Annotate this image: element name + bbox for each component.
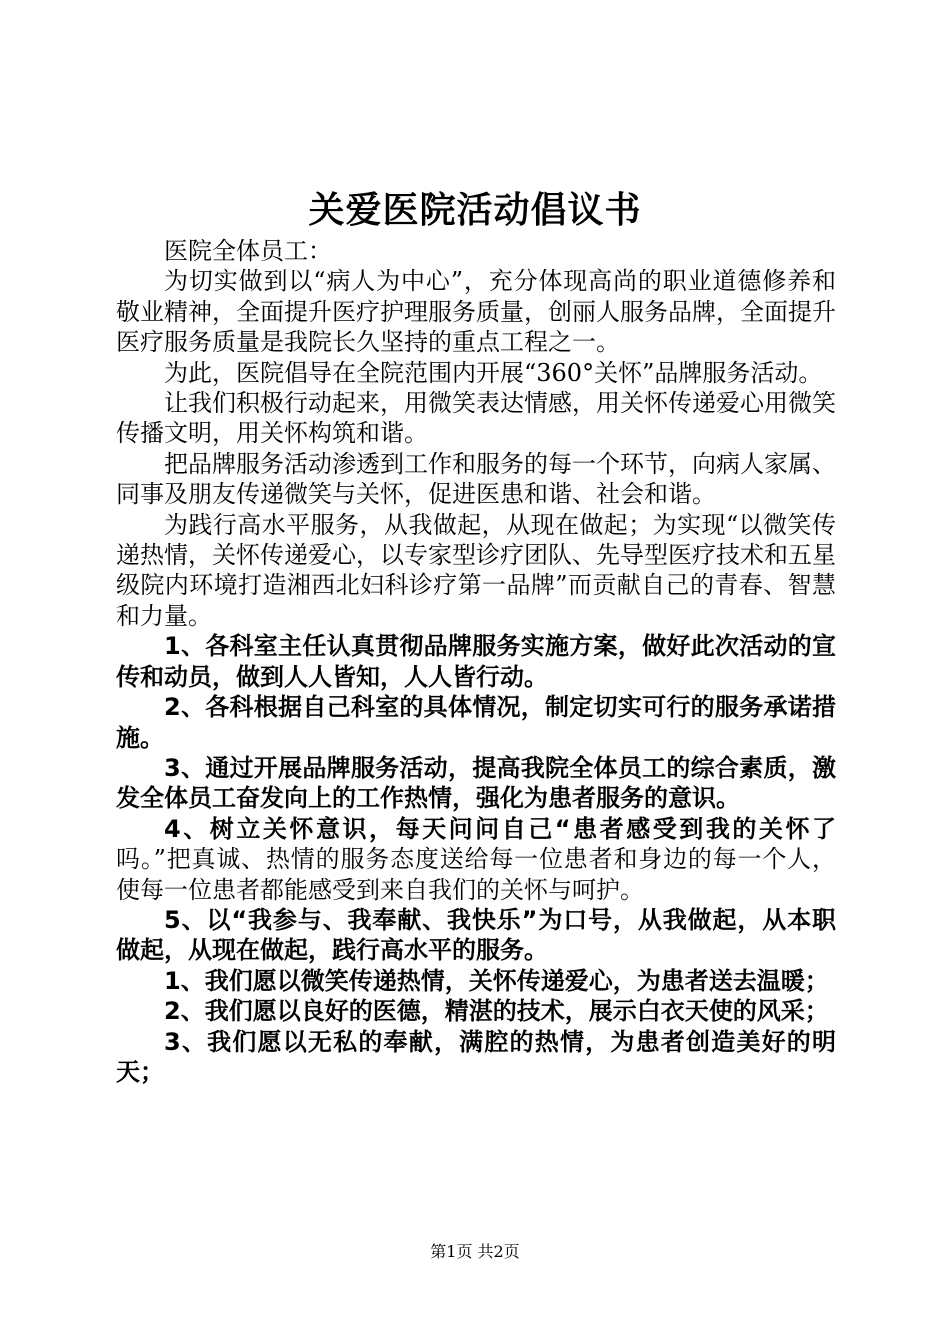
- paragraph-3: 让我们积极行动起来，用微笑表达情感，用关怀传递爱心用微笑传播文明，用关怀构筑和谐。: [116, 389, 836, 448]
- paragraph-4: 把品牌服务活动渗透到工作和服务的每一个环节，向病人家属、同事及朋友传递微笑与关怀，促进医患和谐、社会和谐。: [116, 449, 836, 509]
- salutation: 医院全体员工：: [164, 237, 332, 265]
- measure-4-rest: 吗。”把真诚、热情的服务态度送给每一位患者和身边的每一个人，使每一位患者都能感受到来自我们的关怀与呵护。: [116, 845, 836, 904]
- paragraph-1: 为切实做到以“病人为中心”，充分体现高尚的职业道德修养和敬业精神，全面提升医疗护理服务质量，创丽人服务品牌，全面提升医疗服务质量是我院长久坚持的重点工程之一。: [116, 267, 836, 357]
- pledge-2: 2、我们愿以良好的医德，精湛的技术，展示白衣天使的风采；: [164, 997, 829, 1026]
- measure-4-emphasis: 4、树立关怀意识，每天问问自己“患者感受到我的关怀了: [164, 814, 836, 843]
- measure-4: [116, 814, 836, 905]
- paragraph-5: 为践行高水平服务，从我做起，从现在做起；为实现“以微笑传递热情，关怀传递爱心，以专家型诊疗团队、先导型医疗技术和五星级院内环境打造湘西北妇科诊疗第一品牌”而贡献自己的青春、智慧和力量。: [116, 510, 836, 630]
- pledge-3: 3、我们愿以无私的奉献，满腔的热情，为患者创造美好的明天；: [116, 1027, 836, 1086]
- measure-2: 2、各科根据自己科室的具体情况，制定切实可行的服务承诺措施。: [116, 693, 836, 752]
- pledge-1: 1、我们愿以微笑传递热情，关怀传递爱心，为患者送去温暖；: [164, 966, 829, 995]
- document-body: [116, 236, 836, 1087]
- paragraph-2: 为此，医院倡导在全院范围内开展“360°关怀”品牌服务活动。: [164, 358, 823, 387]
- page-footer: 第1页 共2页: [430, 1242, 520, 1261]
- measure-1: 1、各科室主任认真贯彻品牌服务实施方案，做好此次活动的宣传和动员，做到人人皆知，人人皆行动。: [116, 632, 836, 691]
- measure-5: 5、以“我参与、我奉献、我快乐”为口号，从我做起，从本职做起，从现在做起，践行高水平的服务。: [116, 905, 836, 965]
- document-title: 关爱医院活动倡议书: [308, 189, 642, 231]
- measure-3: 3、通过开展品牌服务活动，提高我院全体员工的综合素质，激发全体员工奋发向上的工作热情，强化为患者服务的意识。: [116, 753, 836, 813]
